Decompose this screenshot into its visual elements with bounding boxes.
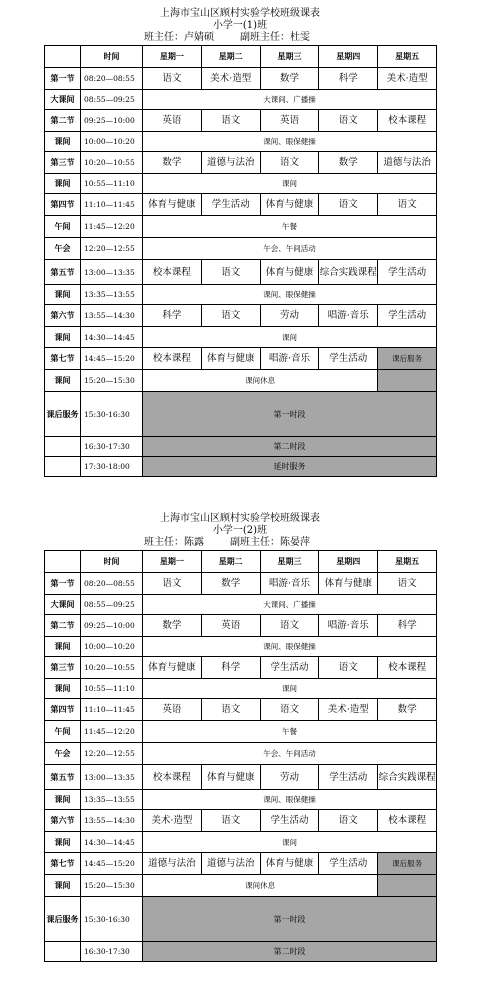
header-wednesday: 星期三: [260, 551, 319, 573]
subject-cell: 语文: [260, 152, 319, 174]
time-cell: 13:00—13:35: [81, 765, 143, 790]
time-cell: 10:55—11:10: [81, 679, 143, 699]
table-row: [45, 810, 437, 832]
subject-cell: 劳动: [260, 305, 319, 327]
table-row: [45, 348, 437, 370]
time-cell: 11:10—11:45: [81, 699, 143, 721]
period-label: 课间: [45, 327, 81, 348]
timetable: [44, 45, 437, 477]
table-row: [45, 832, 437, 853]
schedule-title: 上海市宝山区顾村实验学校班级课表: [160, 513, 320, 524]
table-row: [45, 721, 437, 743]
subject-cell: 唱游·音乐: [260, 348, 319, 370]
period-label: 午会: [45, 743, 81, 765]
after-school-service-cell: 课后服务: [378, 348, 437, 370]
subject-cell: 语文: [319, 194, 378, 216]
teacher-line: [44, 537, 436, 550]
period-label: 课间: [45, 832, 81, 853]
subject-cell: 数学: [378, 699, 437, 721]
subject-cell: 道德与法治: [201, 152, 260, 174]
subject-cell: 学生活动: [319, 348, 378, 370]
subject-cell: 语文: [319, 657, 378, 679]
period-label: 课间: [45, 132, 81, 152]
time-cell: 11:45—12:20: [81, 216, 143, 238]
time-cell: 10:00—10:20: [81, 132, 143, 152]
time-cell: 08:20—08:55: [81, 68, 143, 90]
table-row: [45, 615, 437, 637]
header-monday: 星期一: [143, 551, 202, 573]
header-time: 时间: [81, 551, 143, 573]
header-thursday: 星期四: [319, 46, 378, 68]
table-row: [45, 765, 437, 790]
period-label: 第二节: [45, 110, 81, 132]
activity-cell: 课间、眼保健操: [143, 790, 437, 810]
subject-cell: 科学: [143, 305, 202, 327]
table-row: [45, 875, 437, 897]
table-row: [45, 132, 437, 152]
deputy-teacher: 副班主任：陈晏萍: [230, 537, 310, 548]
time-cell: 11:45—12:20: [81, 721, 143, 743]
time-cell: 10:00—10:20: [81, 637, 143, 657]
period-label: 午会: [45, 238, 81, 260]
time-cell: 08:55—09:25: [81, 90, 143, 110]
period-label: 第五节: [45, 765, 81, 790]
subject-cell: 综合实践课程: [319, 260, 378, 285]
period-label: 午间: [45, 216, 81, 238]
time-cell: 16:30-17:30: [81, 942, 143, 962]
subject-cell: 美术·造型: [319, 699, 378, 721]
time-cell: 12:20—12:55: [81, 238, 143, 260]
table-row: [45, 327, 437, 348]
time-cell: 14:30—14:45: [81, 832, 143, 853]
subject-cell: 唱游·音乐: [319, 615, 378, 637]
subject-cell: 学生活动: [378, 260, 437, 285]
subject-cell: 语文: [319, 810, 378, 832]
subject-cell: 校本课程: [378, 810, 437, 832]
subject-cell: 体育与健康: [201, 348, 260, 370]
header-time: 时间: [81, 46, 143, 68]
header-wednesday: 星期三: [260, 46, 319, 68]
subject-cell: 唱游·音乐: [319, 305, 378, 327]
table-row: [45, 260, 437, 285]
period-label: 第四节: [45, 699, 81, 721]
header-tuesday: 星期二: [201, 46, 260, 68]
table-row: [45, 370, 437, 392]
table-row: [45, 194, 437, 216]
subject-cell: 英语: [260, 110, 319, 132]
period-label: [45, 457, 81, 477]
time-cell: 10:20—10:55: [81, 657, 143, 679]
time-cell: 11:10—11:45: [81, 194, 143, 216]
period-label: 第六节: [45, 810, 81, 832]
subject-cell: 英语: [201, 615, 260, 637]
time-cell: 14:30—14:45: [81, 327, 143, 348]
activity-cell: 大课间、广播操: [143, 595, 437, 615]
subject-cell: 学生活动: [260, 657, 319, 679]
period-label: 课间: [45, 637, 81, 657]
period-label: 课后服务: [45, 897, 81, 942]
period-label: 午间: [45, 721, 81, 743]
period-label: 课间: [45, 875, 81, 897]
period-label: 第一节: [45, 68, 81, 90]
subject-cell: 语文: [378, 194, 437, 216]
gray-filler-cell: [378, 370, 437, 392]
activity-cell: 午会、午间活动: [143, 743, 437, 765]
time-cell: 17:30-18:00: [81, 457, 143, 477]
subject-cell: 体育与健康: [260, 853, 319, 875]
subject-cell: 语文: [201, 110, 260, 132]
after-school-slot-cell: 延时服务: [143, 457, 437, 477]
class-name: 小学一(1)班: [212, 20, 268, 31]
time-cell: 15:20—15:30: [81, 875, 143, 897]
after-school-slot-cell: 第一时段: [143, 392, 437, 437]
activity-cell: 午餐: [143, 721, 437, 743]
table-row: [45, 657, 437, 679]
subject-cell: 语文: [201, 260, 260, 285]
table-row: [45, 285, 437, 305]
table-row: [45, 595, 437, 615]
period-label: 第二节: [45, 615, 81, 637]
subject-cell: 数学: [143, 152, 202, 174]
period-label: 课间: [45, 370, 81, 392]
period-label: 第三节: [45, 152, 81, 174]
time-cell: 12:20—12:55: [81, 743, 143, 765]
subject-cell: 数学: [201, 573, 260, 595]
time-cell: 15:30-16:30: [81, 392, 143, 437]
header-tuesday: 星期二: [201, 551, 260, 573]
schedule-class-2: [44, 513, 436, 962]
subject-cell: 综合实践课程: [378, 765, 437, 790]
subject-cell: 校本课程: [143, 260, 202, 285]
subject-cell: 劳动: [260, 765, 319, 790]
schedule-class-1: [44, 8, 436, 477]
subject-cell: 体育与健康: [143, 194, 202, 216]
header-thursday: 星期四: [319, 551, 378, 573]
subject-cell: 体育与健康: [260, 260, 319, 285]
period-label: 第五节: [45, 260, 81, 285]
head-teacher: 班主任：陈露: [144, 537, 204, 548]
time-cell: 08:20—08:55: [81, 573, 143, 595]
header-corner: [45, 46, 81, 68]
table-row: [45, 305, 437, 327]
subject-cell: 数学: [260, 68, 319, 90]
table-row: [45, 853, 437, 875]
activity-cell: 课间、眼保健操: [143, 285, 437, 305]
header-corner: [45, 551, 81, 573]
table-row: [45, 174, 437, 194]
activity-cell: 午会、午间活动: [143, 238, 437, 260]
activity-cell: 课间、眼保健操: [143, 132, 437, 152]
subject-cell: 学生活动: [319, 765, 378, 790]
table-row: [45, 216, 437, 238]
subject-cell: 体育与健康: [260, 194, 319, 216]
table-row: [45, 897, 437, 942]
header-row: [45, 551, 437, 573]
gray-filler-cell: [378, 875, 437, 897]
table-row: [45, 392, 437, 437]
table-row: [45, 790, 437, 810]
time-cell: 09:25—10:00: [81, 615, 143, 637]
table-row: [45, 437, 437, 457]
after-school-service-cell: 课后服务: [378, 853, 437, 875]
table-row: [45, 942, 437, 962]
activity-cell: 课间: [143, 679, 437, 699]
activity-cell: 课间休息: [143, 370, 378, 392]
period-label: 第三节: [45, 657, 81, 679]
time-cell: 10:20—10:55: [81, 152, 143, 174]
period-label: 第七节: [45, 853, 81, 875]
subject-cell: 校本课程: [143, 765, 202, 790]
subject-cell: 美术·造型: [143, 810, 202, 832]
time-cell: 14:45—15:20: [81, 348, 143, 370]
subject-cell: 英语: [143, 699, 202, 721]
time-cell: 14:45—15:20: [81, 853, 143, 875]
subject-cell: 英语: [143, 110, 202, 132]
after-school-slot-cell: 第二时段: [143, 437, 437, 457]
subject-cell: 学生活动: [319, 853, 378, 875]
activity-cell: 课间: [143, 327, 437, 348]
subject-cell: 美术·造型: [378, 68, 437, 90]
subject-cell: 学生活动: [378, 305, 437, 327]
period-label: 课后服务: [45, 392, 81, 437]
activity-cell: 课间休息: [143, 875, 378, 897]
activity-cell: 大课间、广播操: [143, 90, 437, 110]
period-label: 大课间: [45, 595, 81, 615]
table-row: [45, 110, 437, 132]
period-label: 第六节: [45, 305, 81, 327]
time-cell: 13:55—14:30: [81, 810, 143, 832]
table-row: [45, 637, 437, 657]
time-cell: 09:25—10:00: [81, 110, 143, 132]
subject-cell: 校本课程: [143, 348, 202, 370]
time-cell: 16:30-17:30: [81, 437, 143, 457]
period-label: 第一节: [45, 573, 81, 595]
period-label: 大课间: [45, 90, 81, 110]
header-friday: 星期五: [378, 46, 437, 68]
after-school-slot-cell: 第二时段: [143, 942, 437, 962]
table-row: [45, 699, 437, 721]
period-label: 第七节: [45, 348, 81, 370]
activity-cell: 课间: [143, 174, 437, 194]
subject-cell: 语文: [319, 110, 378, 132]
activity-cell: 午餐: [143, 216, 437, 238]
subject-cell: 语文: [143, 68, 202, 90]
subject-cell: 科学: [378, 615, 437, 637]
subject-cell: 体育与健康: [201, 765, 260, 790]
table-row: [45, 573, 437, 595]
head-teacher: 班主任：卢婧硕: [144, 32, 214, 43]
table-row: [45, 68, 437, 90]
time-cell: 13:55—14:30: [81, 305, 143, 327]
deputy-teacher: 副班主任：杜雯: [240, 32, 310, 43]
timetable: [44, 550, 437, 962]
time-cell: 15:30-16:30: [81, 897, 143, 942]
subject-cell: 道德与法治: [378, 152, 437, 174]
time-cell: 13:35—13:55: [81, 790, 143, 810]
subject-cell: 科学: [201, 657, 260, 679]
period-label: 第四节: [45, 194, 81, 216]
subject-cell: 唱游·音乐: [260, 573, 319, 595]
subject-cell: 学生活动: [201, 194, 260, 216]
period-label: [45, 942, 81, 962]
subject-cell: 语文: [143, 573, 202, 595]
subject-cell: 道德与法治: [201, 853, 260, 875]
subject-cell: 校本课程: [378, 110, 437, 132]
subject-cell: 语文: [201, 699, 260, 721]
time-cell: 13:00—13:35: [81, 260, 143, 285]
table-row: [45, 743, 437, 765]
after-school-slot-cell: 第一时段: [143, 897, 437, 942]
subject-cell: 语文: [260, 615, 319, 637]
table-row: [45, 457, 437, 477]
time-cell: 13:35—13:55: [81, 285, 143, 305]
table-row: [45, 152, 437, 174]
subject-cell: 校本课程: [378, 657, 437, 679]
teacher-line: [44, 32, 436, 45]
subject-cell: 体育与健康: [143, 657, 202, 679]
subject-cell: 科学: [319, 68, 378, 90]
table-row: [45, 238, 437, 260]
subject-cell: 数学: [143, 615, 202, 637]
period-label: 课间: [45, 790, 81, 810]
time-cell: 10:55—11:10: [81, 174, 143, 194]
table-row: [45, 90, 437, 110]
subject-cell: 语文: [260, 699, 319, 721]
subject-cell: 学生活动: [260, 810, 319, 832]
subject-cell: 美术·造型: [201, 68, 260, 90]
period-label: [45, 437, 81, 457]
subject-cell: 体育与健康: [319, 573, 378, 595]
period-label: 课间: [45, 285, 81, 305]
activity-cell: 课间、眼保健操: [143, 637, 437, 657]
period-label: 课间: [45, 679, 81, 699]
subject-cell: 语文: [201, 810, 260, 832]
time-cell: 15:20—15:30: [81, 370, 143, 392]
subject-cell: 语文: [378, 573, 437, 595]
activity-cell: 课间: [143, 832, 437, 853]
period-label: 课间: [45, 174, 81, 194]
header-monday: 星期一: [143, 46, 202, 68]
subject-cell: 语文: [201, 305, 260, 327]
table-row: [45, 679, 437, 699]
header-friday: 星期五: [378, 551, 437, 573]
subject-cell: 道德与法治: [143, 853, 202, 875]
time-cell: 08:55—09:25: [81, 595, 143, 615]
class-name: 小学一(2)班: [212, 525, 268, 536]
schedule-title: 上海市宝山区顾村实验学校班级课表: [160, 8, 320, 19]
subject-cell: 数学: [319, 152, 378, 174]
header-row: [45, 46, 437, 68]
